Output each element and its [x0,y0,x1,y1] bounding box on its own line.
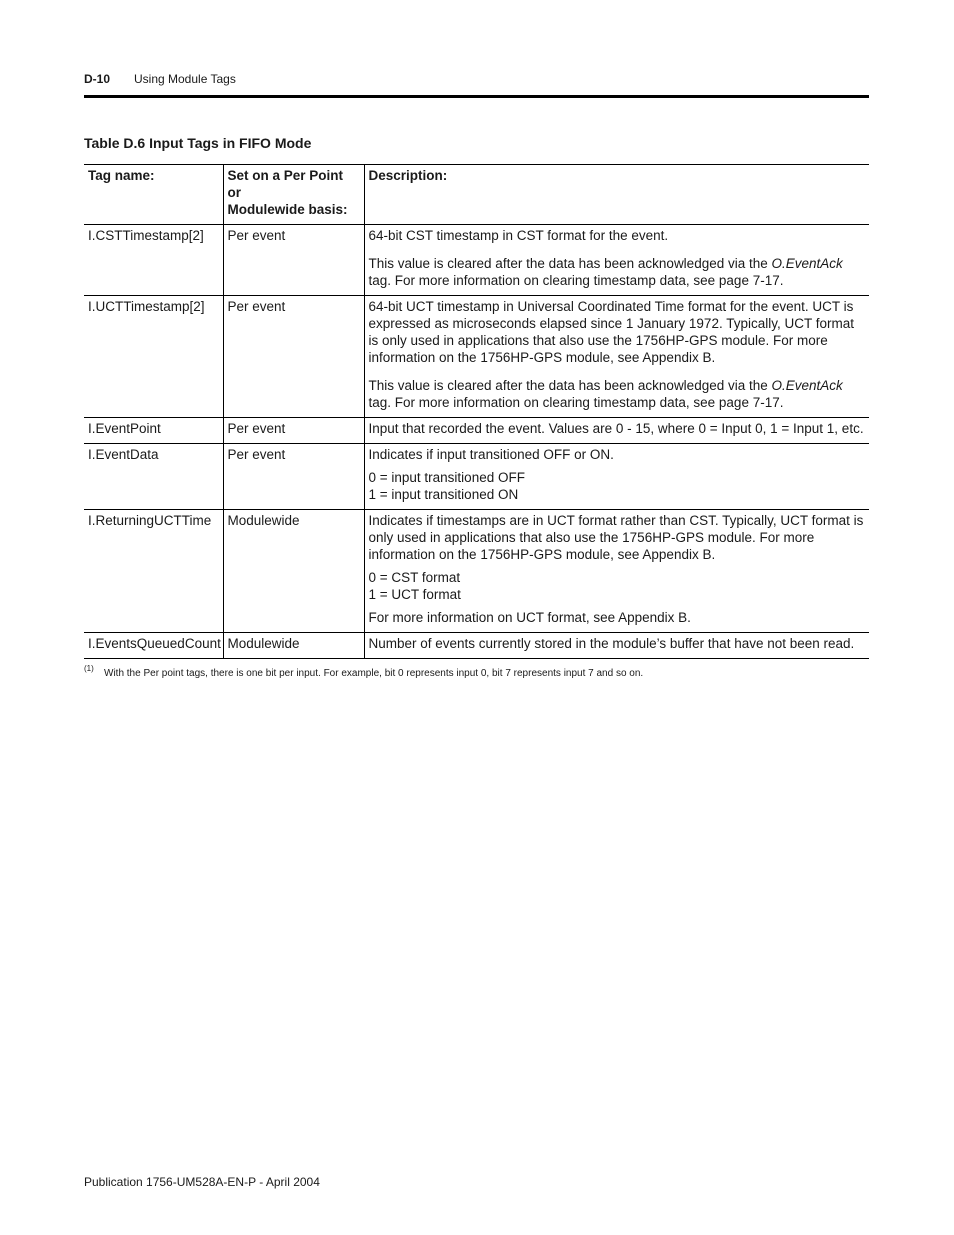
basis-cell: Per event [223,296,364,418]
table-row [84,444,869,510]
tag-reference: O.EventAck [771,378,843,393]
description-text: This value is cleared after the data has been acknowledged via the O.EventAck tag. For more information on clearing timestamp data, see page 7-17. [368,256,843,288]
publication-footer: Publication 1756-UM528A-EN-P - April 2004 [84,1175,320,1189]
table-caption: Table D.6 Input Tags in FIFO Mode [84,135,312,151]
description-text: Indicates if timestamps are in UCT format rather than CST. Typically, UCT format is only used in applications that also use the 1756HP-GPS module. For more information on the 1756HP-GPS module, see Appendix B. [368,513,864,562]
description-text: 64-bit CST timestamp in CST format for the event. [368,228,669,243]
footnote [84,666,869,680]
tag-name-cell: I.CSTTimestamp[2] [84,225,223,296]
basis-cell: Per event [223,418,364,444]
description-cell [364,510,869,633]
column-header-basis: Set on a Per Point or Modulewide basis: [223,165,364,225]
description-text: 1 = UCT format [368,587,461,602]
description-cell [364,418,869,444]
table-row [84,633,869,659]
description-cell [364,296,869,418]
description-text: Indicates if input transitioned OFF or ON. [368,447,614,462]
page-number: D-10 [84,72,111,86]
table-row [84,225,869,296]
description-text: This value is cleared after the data has been acknowledged via the O.EventAck tag. For more information on clearing timestamp data, see page 7-17. [368,378,843,410]
tag-name-cell: I.EventData [84,444,223,510]
description-cell [364,225,869,296]
table-row [84,296,869,418]
table-row [84,510,869,633]
tag-name-cell: I.UCTTimestamp[2] [84,296,223,418]
footnote-text: With the Per point tags, there is one bit per input. For example, bit 0 represents input 0, bit 7 represents input 7 and so on. [104,668,644,679]
description-cell [364,444,869,510]
description-text: For more information on UCT format, see Appendix B. [368,610,691,625]
input-tags-table [84,164,869,659]
basis-cell: Per event [223,225,364,296]
footnote-marker: (1) [84,664,94,673]
page-header [84,72,869,86]
description-cell [364,633,869,659]
description-text: 0 = CST format [368,570,461,585]
description-text: Input that recorded the event. Values are 0 - 15, where 0 = Input 0, 1 = Input 1, etc. [368,421,864,436]
table-row [84,418,869,444]
tag-reference: O.EventAck [771,256,843,271]
header-rule [84,95,869,98]
basis-cell: Modulewide [223,510,364,633]
description-text: 1 = input transitioned ON [368,487,519,502]
column-header-tag: Tag name: [84,165,223,225]
section-title: Using Module Tags [134,72,236,86]
description-text: 0 = input transitioned OFF [368,470,525,485]
tag-name-cell: I.EventsQueuedCount [84,633,223,659]
table-header-row [84,165,869,225]
tag-name-cell: I.ReturningUCTTime [84,510,223,633]
basis-cell: Modulewide [223,633,364,659]
basis-cell: Per event [223,444,364,510]
column-header-description: Description: [364,165,869,225]
description-text: Number of events currently stored in the module’s buffer that have not been read. [368,636,855,651]
tag-name-cell: I.EventPoint [84,418,223,444]
description-text: 64-bit UCT timestamp in Universal Coordinated Time format for the event. UCT is expressed as microseconds elapsed since 1 January 1972. Typically, UCT format is only used in applications that also use the 1756HP-GPS module. For more information on the 1756HP-GPS module, see Appendix B. [368,299,854,365]
